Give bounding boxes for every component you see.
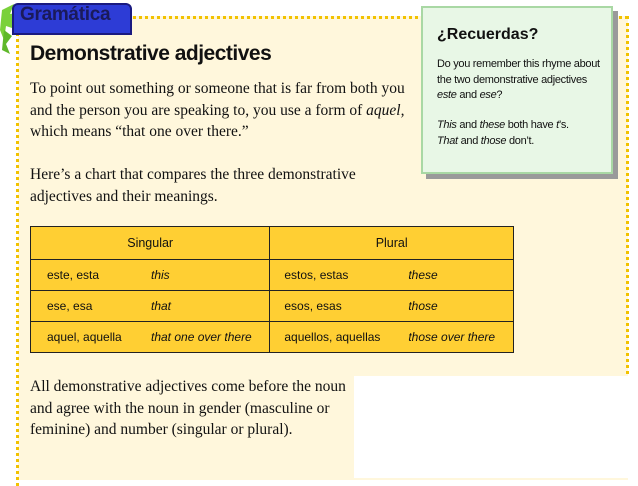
singular-english: that xyxy=(151,299,172,313)
aquel-term: aquel, xyxy=(366,101,405,119)
dotted-border-right xyxy=(626,16,629,386)
header-plural: Plural xyxy=(270,227,514,260)
plural-spanish: esos, esas xyxy=(284,299,342,313)
table-row xyxy=(31,291,514,322)
recuerdas-question: Do you remember this rhyme about the two demonstrative adjectives este and ese? xyxy=(437,58,600,101)
singular-spanish: ese, esa xyxy=(47,299,93,313)
singular-spanish: este, esta xyxy=(47,268,100,282)
page-title: Demonstrative adjectives xyxy=(30,42,272,65)
recuerdas-box xyxy=(421,6,613,174)
plural-english: these xyxy=(408,268,438,282)
table-row xyxy=(31,322,514,353)
singular-english: that one over there xyxy=(151,330,252,344)
section-tab-label: Gramática xyxy=(20,4,111,25)
chart-intro-paragraph: Here’s a chart that compares the three demonstrative adjectives and their meanings. xyxy=(30,166,356,205)
demonstrative-chart xyxy=(30,226,514,353)
plural-spanish: aquellos, aquellas xyxy=(284,330,381,344)
recuerdas-rhyme: This and these both have t’s. That and those don’t. xyxy=(437,119,569,147)
intro-text-a: To point out something or someone that is far from both you and the person you are speaking to, you use a form of xyxy=(30,80,405,119)
chart-header-row xyxy=(31,227,514,260)
singular-english: this xyxy=(151,268,170,282)
recuerdas-title: ¿Recuerdas? xyxy=(437,26,539,43)
singular-spanish: aquel, aquella xyxy=(47,330,122,344)
intro-paragraph xyxy=(30,78,410,143)
header-singular: Singular xyxy=(31,227,270,260)
table-row xyxy=(31,260,514,291)
plural-english: those xyxy=(408,299,438,313)
blank-area xyxy=(354,376,638,478)
dotted-border-left xyxy=(16,16,19,486)
intro-text-b: which means “that one over there.” xyxy=(30,123,249,140)
agreement-paragraph: All demonstrative adjectives come before the noun and agree with the noun in gender (masculine or feminine) and number (singular or plural). xyxy=(30,378,346,438)
plural-spanish: estos, estas xyxy=(284,268,349,282)
plural-english: those over there xyxy=(408,330,496,344)
